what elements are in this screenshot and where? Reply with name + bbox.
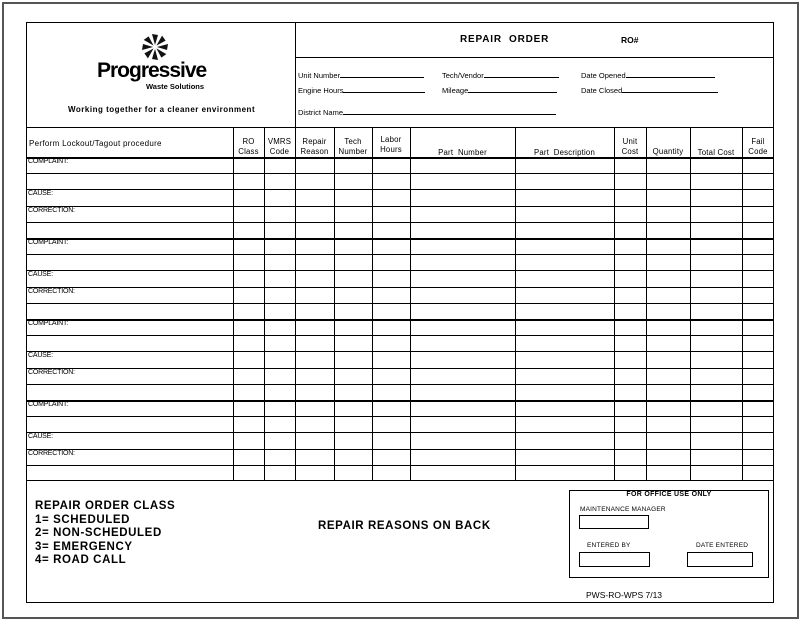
complaint-label: COMPLAINT: (28, 401, 69, 408)
row-rule (26, 303, 774, 304)
class-scheduled: 1= SCHEDULED (35, 514, 131, 526)
class-road-call: 4= ROAD CALL (35, 554, 127, 566)
maintenance-manager-label: MAINTENANCE MANAGER (580, 506, 666, 513)
col-procedure: Perform Lockout/Tagout procedure (29, 139, 162, 148)
col-quantity: Quantity (652, 147, 684, 156)
cause-label: CAUSE: (28, 352, 53, 359)
district-name-label: District Name (298, 108, 344, 117)
district-name-field[interactable] (298, 106, 556, 117)
correction-label: CORRECTION: (28, 207, 75, 214)
cause-label: CAUSE: (28, 190, 53, 197)
pinwheel-logo-icon (140, 32, 170, 62)
row-rule (26, 335, 774, 336)
correction-label: CORRECTION: (28, 288, 75, 295)
header-title-rule (295, 57, 774, 58)
date-closed-label: Date Closed (581, 86, 623, 95)
correction-label: CORRECTION: (28, 450, 75, 457)
table-top-rule (26, 127, 774, 128)
col-tech-number: Tech Number (338, 137, 368, 156)
col-total-cost: Total Cost (697, 148, 735, 157)
date-entered-label: DATE ENTERED (696, 542, 749, 549)
cause-label: CAUSE: (28, 271, 53, 278)
row-rule (26, 254, 774, 255)
office-use-title: FOR OFFICE USE ONLY (626, 491, 712, 498)
mileage-field[interactable] (442, 84, 557, 95)
row-rule (26, 206, 774, 207)
class-non-scheduled: 2= NON-SCHEDULED (35, 527, 162, 539)
cause-label: CAUSE: (28, 433, 53, 440)
col-part-description: Part Description (533, 148, 596, 157)
tech-vendor-field[interactable] (442, 69, 559, 80)
col-unit-cost: Unit Cost (621, 137, 639, 156)
col-ro-class: RO Class (238, 137, 259, 156)
row-rule (26, 384, 774, 385)
mileage-label: Mileage (442, 86, 469, 95)
table-bottom-rule (26, 480, 774, 481)
row-rule (26, 449, 774, 450)
entered-by-label: ENTERED BY (587, 542, 631, 549)
row-rule (26, 465, 774, 466)
complaint-label: COMPLAINT: (28, 239, 69, 246)
row-rule (26, 222, 774, 223)
date-closed-field[interactable] (581, 84, 718, 95)
ro-number-label: RO# (621, 35, 639, 45)
complaint-label: COMPLAINT: (28, 158, 69, 165)
unit-number-label: Unit Number (298, 71, 341, 80)
row-rule (26, 416, 774, 417)
col-repair-reason: Repair Reason (300, 137, 329, 156)
form-id: PWS-RO-WPS 7/13 (586, 590, 663, 600)
brand-name: Progressive (97, 59, 207, 82)
engine-hours-label: Engine Hours (298, 86, 344, 95)
col-labor-hours: Labor Hours (380, 135, 402, 154)
row-rule (26, 368, 774, 369)
date-entered-input[interactable] (687, 552, 753, 567)
entered-by-input[interactable] (579, 552, 650, 567)
block-separator (26, 238, 774, 240)
row-rule (26, 189, 774, 190)
col-part-number: Part Number (438, 148, 487, 157)
table-header-rule (26, 157, 774, 159)
tech-vendor-label: Tech/Vendor (442, 71, 484, 80)
unit-number-field[interactable] (298, 69, 424, 80)
row-rule (26, 351, 774, 352)
complaint-label: COMPLAINT: (28, 320, 69, 327)
block-separator (26, 400, 774, 402)
row-rule (26, 287, 774, 288)
header-divider (295, 22, 296, 127)
engine-hours-field[interactable] (298, 84, 425, 95)
row-rule (26, 432, 774, 433)
correction-label: CORRECTION: (28, 369, 75, 376)
date-opened-label: Date Opened (581, 71, 626, 80)
maintenance-manager-input[interactable] (579, 515, 649, 529)
date-opened-field[interactable] (581, 69, 715, 80)
col-fail-code: Fail Code (748, 137, 768, 156)
row-rule (26, 270, 774, 271)
tagline: Working together for a cleaner environment (68, 105, 256, 114)
col-vmrs-code: VMRS Code (267, 137, 292, 156)
class-emergency: 3= EMERGENCY (35, 541, 133, 553)
form-title: REPAIR ORDER (460, 34, 550, 45)
row-rule (26, 173, 774, 174)
repair-reasons-note: REPAIR REASONS ON BACK (318, 520, 491, 532)
brand-subtitle: Waste Solutions (146, 82, 205, 91)
block-separator (26, 319, 774, 321)
repair-order-class-title: REPAIR ORDER CLASS (35, 500, 176, 512)
